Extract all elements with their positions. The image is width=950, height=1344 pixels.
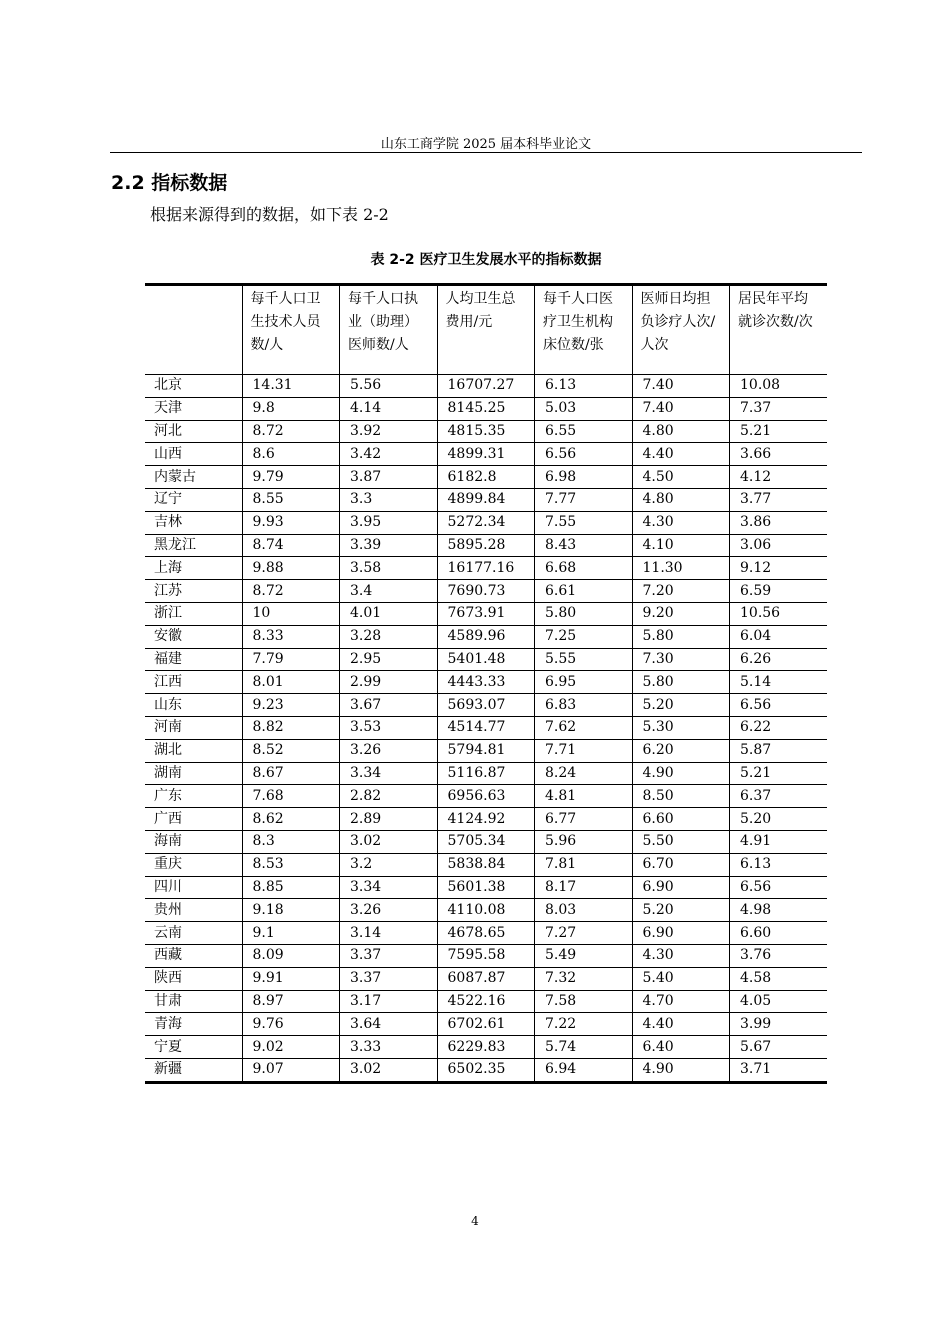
cell-health-expenditure: 6229.83 (437, 1036, 535, 1059)
cell-health-expenditure: 16177.16 (437, 557, 535, 580)
cell-health-expenditure: 5794.81 (437, 739, 535, 762)
cell-health-technicians: 9.23 (242, 694, 340, 717)
cell-health-expenditure: 6956.63 (437, 785, 535, 808)
table-row (145, 967, 827, 990)
cell-health-technicians: 10 (242, 602, 340, 625)
cell-health-technicians: 8.74 (242, 534, 340, 557)
cell-health-technicians: 8.52 (242, 739, 340, 762)
table-row (145, 488, 827, 511)
table-row (145, 694, 827, 717)
cell-annual-visits: 4.58 (730, 967, 828, 990)
cell-daily-visits: 4.10 (632, 534, 730, 557)
cell-hospital-beds: 6.94 (535, 1058, 633, 1082)
cell-hospital-beds: 8.17 (535, 876, 633, 899)
cell-region: 甘肃 (145, 990, 242, 1013)
cell-health-technicians: 9.18 (242, 899, 340, 922)
cell-daily-visits: 4.30 (632, 511, 730, 534)
cell-daily-visits: 4.50 (632, 466, 730, 489)
cell-hospital-beds: 7.27 (535, 922, 633, 945)
cell-annual-visits: 6.37 (730, 785, 828, 808)
header-rule (110, 152, 862, 153)
cell-physicians: 3.33 (340, 1036, 438, 1059)
cell-daily-visits: 5.40 (632, 967, 730, 990)
cell-daily-visits: 4.40 (632, 1013, 730, 1036)
cell-health-expenditure: 6702.61 (437, 1013, 535, 1036)
column-header-health-expenditure: 人均卫生总费用/元 (437, 285, 535, 375)
table-row (145, 443, 827, 466)
cell-physicians: 3.58 (340, 557, 438, 580)
cell-health-expenditure: 4110.08 (437, 899, 535, 922)
table-row (145, 762, 827, 785)
cell-hospital-beds: 4.81 (535, 785, 633, 808)
table-row (145, 830, 827, 853)
running-header: 山东工商学院 2025 届本科毕业论文 (380, 137, 592, 152)
cell-hospital-beds: 5.55 (535, 648, 633, 671)
cell-physicians: 3.26 (340, 739, 438, 762)
cell-annual-visits: 10.56 (730, 602, 828, 625)
cell-daily-visits: 7.40 (632, 375, 730, 398)
table-row (145, 853, 827, 876)
cell-health-expenditure: 5401.48 (437, 648, 535, 671)
cell-health-technicians: 8.01 (242, 671, 340, 694)
cell-physicians: 3.87 (340, 466, 438, 489)
cell-annual-visits: 3.66 (730, 443, 828, 466)
cell-region: 浙江 (145, 602, 242, 625)
table-row (145, 420, 827, 443)
cell-hospital-beds: 5.80 (535, 602, 633, 625)
cell-physicians: 3.95 (340, 511, 438, 534)
cell-health-expenditure: 6087.87 (437, 967, 535, 990)
cell-annual-visits: 3.99 (730, 1013, 828, 1036)
cell-daily-visits: 4.80 (632, 488, 730, 511)
cell-hospital-beds: 5.96 (535, 830, 633, 853)
cell-region: 河南 (145, 716, 242, 739)
cell-annual-visits: 6.04 (730, 625, 828, 648)
cell-physicians: 4.14 (340, 397, 438, 420)
cell-annual-visits: 3.76 (730, 944, 828, 967)
cell-region: 四川 (145, 876, 242, 899)
cell-health-technicians: 8.6 (242, 443, 340, 466)
cell-health-expenditure: 5705.34 (437, 830, 535, 853)
cell-hospital-beds: 7.55 (535, 511, 633, 534)
cell-daily-visits: 4.70 (632, 990, 730, 1013)
cell-physicians: 3.4 (340, 580, 438, 603)
cell-health-expenditure: 4899.84 (437, 488, 535, 511)
cell-region: 山西 (145, 443, 242, 466)
cell-region: 辽宁 (145, 488, 242, 511)
cell-daily-visits: 9.20 (632, 602, 730, 625)
cell-daily-visits: 5.20 (632, 694, 730, 717)
cell-health-expenditure: 4815.35 (437, 420, 535, 443)
table-row (145, 466, 827, 489)
cell-region: 安徽 (145, 625, 242, 648)
cell-annual-visits: 5.21 (730, 762, 828, 785)
cell-health-expenditure: 8145.25 (437, 397, 535, 420)
cell-annual-visits: 3.71 (730, 1058, 828, 1082)
cell-physicians: 2.95 (340, 648, 438, 671)
cell-physicians: 3.26 (340, 899, 438, 922)
cell-hospital-beds: 6.55 (535, 420, 633, 443)
cell-annual-visits: 5.14 (730, 671, 828, 694)
cell-health-technicians: 9.79 (242, 466, 340, 489)
cell-daily-visits: 6.60 (632, 808, 730, 831)
table-header-row (145, 285, 827, 375)
cell-physicians: 3.64 (340, 1013, 438, 1036)
cell-daily-visits: 4.30 (632, 944, 730, 967)
table-row (145, 625, 827, 648)
cell-physicians: 3.92 (340, 420, 438, 443)
cell-annual-visits: 4.91 (730, 830, 828, 853)
cell-physicians: 3.42 (340, 443, 438, 466)
cell-daily-visits: 4.40 (632, 443, 730, 466)
cell-health-technicians: 8.67 (242, 762, 340, 785)
column-header-region (145, 285, 242, 375)
table-row (145, 899, 827, 922)
cell-region: 福建 (145, 648, 242, 671)
table-row (145, 1058, 827, 1082)
cell-annual-visits: 3.86 (730, 511, 828, 534)
column-header-physicians: 每千人口执业（助理）医师数/人 (340, 285, 438, 375)
cell-health-technicians: 9.76 (242, 1013, 340, 1036)
table-row (145, 375, 827, 398)
cell-annual-visits: 6.59 (730, 580, 828, 603)
cell-region: 新疆 (154, 1061, 182, 1078)
cell-region: 广西 (145, 808, 242, 831)
table-row (145, 1036, 827, 1059)
cell-daily-visits: 6.20 (632, 739, 730, 762)
cell-health-technicians: 8.72 (242, 420, 340, 443)
cell-health-expenditure: 4514.77 (437, 716, 535, 739)
cell-health-expenditure: 7595.58 (437, 944, 535, 967)
cell-health-technicians: 9.88 (242, 557, 340, 580)
table-row (145, 716, 827, 739)
cell-health-technicians: 9.07 (242, 1058, 340, 1082)
cell-daily-visits: 7.40 (632, 397, 730, 420)
cell-region: 湖北 (145, 739, 242, 762)
cell-daily-visits: 6.70 (632, 853, 730, 876)
cell-physicians: 4.01 (340, 602, 438, 625)
cell-physicians: 3.37 (340, 944, 438, 967)
cell-health-expenditure: 5116.87 (437, 762, 535, 785)
cell-hospital-beds: 6.95 (535, 671, 633, 694)
cell-hospital-beds: 5.74 (535, 1036, 633, 1059)
table-row (145, 511, 827, 534)
table-row (145, 990, 827, 1013)
cell-health-expenditure: 6502.35 (437, 1058, 535, 1082)
cell-health-expenditure: 5895.28 (437, 534, 535, 557)
table-row (145, 944, 827, 967)
cell-hospital-beds: 7.77 (535, 488, 633, 511)
cell-annual-visits: 5.20 (730, 808, 828, 831)
cell-health-expenditure: 5838.84 (437, 853, 535, 876)
cell-physicians: 2.89 (340, 808, 438, 831)
table-row (145, 922, 827, 945)
cell-annual-visits: 4.05 (730, 990, 828, 1013)
cell-region: 北京 (145, 375, 242, 398)
cell-health-expenditure: 7690.73 (437, 580, 535, 603)
cell-health-technicians: 9.1 (242, 922, 340, 945)
cell-region: 青海 (145, 1013, 242, 1036)
cell-region: 云南 (145, 922, 242, 945)
column-header-daily-visits-per-physician: 医师日均担负诊疗人次/人次 (632, 285, 730, 375)
cell-health-technicians: 7.68 (242, 785, 340, 808)
cell-health-expenditure: 6182.8 (437, 466, 535, 489)
cell-region: 江西 (145, 671, 242, 694)
cell-physicians: 3.02 (340, 830, 438, 853)
cell-annual-visits: 3.77 (730, 488, 828, 511)
cell-health-technicians: 8.72 (242, 580, 340, 603)
cell-hospital-beds: 7.22 (535, 1013, 633, 1036)
cell-health-expenditure: 4443.33 (437, 671, 535, 694)
cell-region: 重庆 (145, 853, 242, 876)
cell-hospital-beds: 6.56 (535, 443, 633, 466)
cell-annual-visits: 5.21 (730, 420, 828, 443)
indicator-data-table (145, 283, 827, 1084)
body-paragraph: 根据来源得到的数据，如下表 2-2 (150, 205, 389, 224)
cell-daily-visits: 4.90 (632, 762, 730, 785)
cell-health-technicians: 9.02 (242, 1036, 340, 1059)
cell-health-technicians: 8.09 (242, 944, 340, 967)
cell-physicians: 2.82 (340, 785, 438, 808)
cell-health-technicians: 9.91 (242, 967, 340, 990)
cell-hospital-beds: 7.62 (535, 716, 633, 739)
table-row (145, 534, 827, 557)
cell-annual-visits: 6.13 (730, 853, 828, 876)
cell-region: 湖南 (145, 762, 242, 785)
table-row (145, 557, 827, 580)
table-row (145, 602, 827, 625)
cell-annual-visits: 10.08 (730, 375, 828, 398)
cell-hospital-beds: 8.03 (535, 899, 633, 922)
table-row (145, 1013, 827, 1036)
table-row (145, 397, 827, 420)
cell-annual-visits: 7.37 (730, 397, 828, 420)
cell-daily-visits: 11.30 (632, 557, 730, 580)
cell-region: 江苏 (145, 580, 242, 603)
cell-region: 上海 (145, 557, 242, 580)
table-caption: 表 2-2 医疗卫生发展水平的指标数据 (370, 252, 602, 268)
cell-daily-visits: 7.30 (632, 648, 730, 671)
cell-hospital-beds: 6.61 (535, 580, 633, 603)
cell-hospital-beds: 6.77 (535, 808, 633, 831)
section-heading: 2.2 指标数据 (111, 172, 228, 194)
cell-physicians: 3.67 (340, 694, 438, 717)
cell-health-expenditure: 7673.91 (437, 602, 535, 625)
cell-health-technicians: 7.79 (242, 648, 340, 671)
cell-daily-visits: 4.80 (632, 420, 730, 443)
cell-region: 贵州 (145, 899, 242, 922)
cell-health-expenditure: 4124.92 (437, 808, 535, 831)
cell-annual-visits: 5.87 (730, 739, 828, 762)
cell-health-expenditure: 4589.96 (437, 625, 535, 648)
cell-health-technicians: 8.82 (242, 716, 340, 739)
cell-hospital-beds: 7.81 (535, 853, 633, 876)
cell-daily-visits: 8.50 (632, 785, 730, 808)
cell-region: 西藏 (145, 944, 242, 967)
cell-physicians: 3.17 (340, 990, 438, 1013)
cell-daily-visits: 4.90 (632, 1058, 730, 1082)
cell-health-technicians: 8.62 (242, 808, 340, 831)
table-body (145, 375, 827, 1083)
cell-physicians: 5.56 (340, 375, 438, 398)
cell-physicians: 3.28 (340, 625, 438, 648)
cell-region: 广东 (145, 785, 242, 808)
cell-annual-visits: 9.12 (730, 557, 828, 580)
cell-annual-visits: 4.98 (730, 899, 828, 922)
table-row (145, 808, 827, 831)
cell-daily-visits: 5.50 (632, 830, 730, 853)
table-row (145, 739, 827, 762)
cell-hospital-beds: 7.71 (535, 739, 633, 762)
cell-region: 山东 (145, 694, 242, 717)
cell-annual-visits: 3.06 (730, 534, 828, 557)
cell-region: 海南 (145, 830, 242, 853)
cell-region: 陕西 (145, 967, 242, 990)
cell-hospital-beds: 7.58 (535, 990, 633, 1013)
cell-health-technicians: 9.93 (242, 511, 340, 534)
cell-region: 黑龙江 (145, 534, 242, 557)
cell-daily-visits: 7.20 (632, 580, 730, 603)
cell-health-expenditure: 4678.65 (437, 922, 535, 945)
cell-health-technicians: 8.33 (242, 625, 340, 648)
cell-physicians: 3.34 (340, 762, 438, 785)
cell-region: 吉林 (145, 511, 242, 534)
cell-physicians: 3.3 (340, 488, 438, 511)
cell-health-expenditure: 5601.38 (437, 876, 535, 899)
table-row (145, 671, 827, 694)
cell-physicians: 3.14 (340, 922, 438, 945)
table-row (145, 580, 827, 603)
cell-daily-visits: 6.40 (632, 1036, 730, 1059)
cell-hospital-beds: 5.49 (535, 944, 633, 967)
cell-physicians: 3.2 (340, 853, 438, 876)
cell-health-expenditure: 5693.07 (437, 694, 535, 717)
cell-annual-visits: 6.26 (730, 648, 828, 671)
cell-annual-visits: 6.22 (730, 716, 828, 739)
cell-daily-visits: 5.80 (632, 625, 730, 648)
cell-annual-visits: 6.56 (730, 694, 828, 717)
cell-health-technicians: 14.31 (242, 375, 340, 398)
cell-health-technicians: 8.3 (242, 830, 340, 853)
table-row (145, 785, 827, 808)
cell-annual-visits: 6.60 (730, 922, 828, 945)
cell-daily-visits: 6.90 (632, 876, 730, 899)
cell-region: 天津 (145, 397, 242, 420)
cell-physicians: 2.99 (340, 671, 438, 694)
cell-health-expenditure: 4899.31 (437, 443, 535, 466)
cell-physicians: 3.37 (340, 967, 438, 990)
table-row (145, 876, 827, 899)
cell-daily-visits: 5.20 (632, 899, 730, 922)
cell-hospital-beds: 7.25 (535, 625, 633, 648)
cell-daily-visits: 5.30 (632, 716, 730, 739)
cell-daily-visits: 5.80 (632, 671, 730, 694)
cell-health-technicians: 8.85 (242, 876, 340, 899)
cell-health-expenditure: 5272.34 (437, 511, 535, 534)
page-number: 4 (471, 1214, 479, 1228)
cell-health-technicians: 8.55 (242, 488, 340, 511)
cell-region: 河北 (145, 420, 242, 443)
cell-daily-visits: 6.90 (632, 922, 730, 945)
cell-hospital-beds: 6.98 (535, 466, 633, 489)
cell-region: 宁夏 (145, 1036, 242, 1059)
cell-health-technicians: 9.8 (242, 397, 340, 420)
column-header-annual-visits-per-resident: 居民年平均就诊次数/次 (730, 285, 828, 375)
cell-physicians: 3.34 (340, 876, 438, 899)
cell-region: 内蒙古 (145, 466, 242, 489)
cell-health-expenditure: 16707.27 (437, 375, 535, 398)
cell-physicians: 3.02 (340, 1058, 438, 1082)
cell-annual-visits: 4.12 (730, 466, 828, 489)
cell-hospital-beds: 5.03 (535, 397, 633, 420)
cell-annual-visits: 5.67 (730, 1036, 828, 1059)
cell-health-technicians: 8.53 (242, 853, 340, 876)
cell-annual-visits: 6.56 (730, 876, 828, 899)
column-header-hospital-beds: 每千人口医疗卫生机构床位数/张 (535, 285, 633, 375)
cell-health-expenditure: 4522.16 (437, 990, 535, 1013)
cell-hospital-beds: 6.68 (535, 557, 633, 580)
table-row (145, 648, 827, 671)
cell-hospital-beds: 8.24 (535, 762, 633, 785)
cell-hospital-beds: 8.43 (535, 534, 633, 557)
cell-physicians: 3.53 (340, 716, 438, 739)
cell-hospital-beds: 6.83 (535, 694, 633, 717)
cell-health-technicians: 8.97 (242, 990, 340, 1013)
cell-physicians: 3.39 (340, 534, 438, 557)
column-header-health-technicians: 每千人口卫生技术人员数/人 (242, 285, 340, 375)
cell-hospital-beds: 7.32 (535, 967, 633, 990)
cell-hospital-beds: 6.13 (535, 375, 633, 398)
